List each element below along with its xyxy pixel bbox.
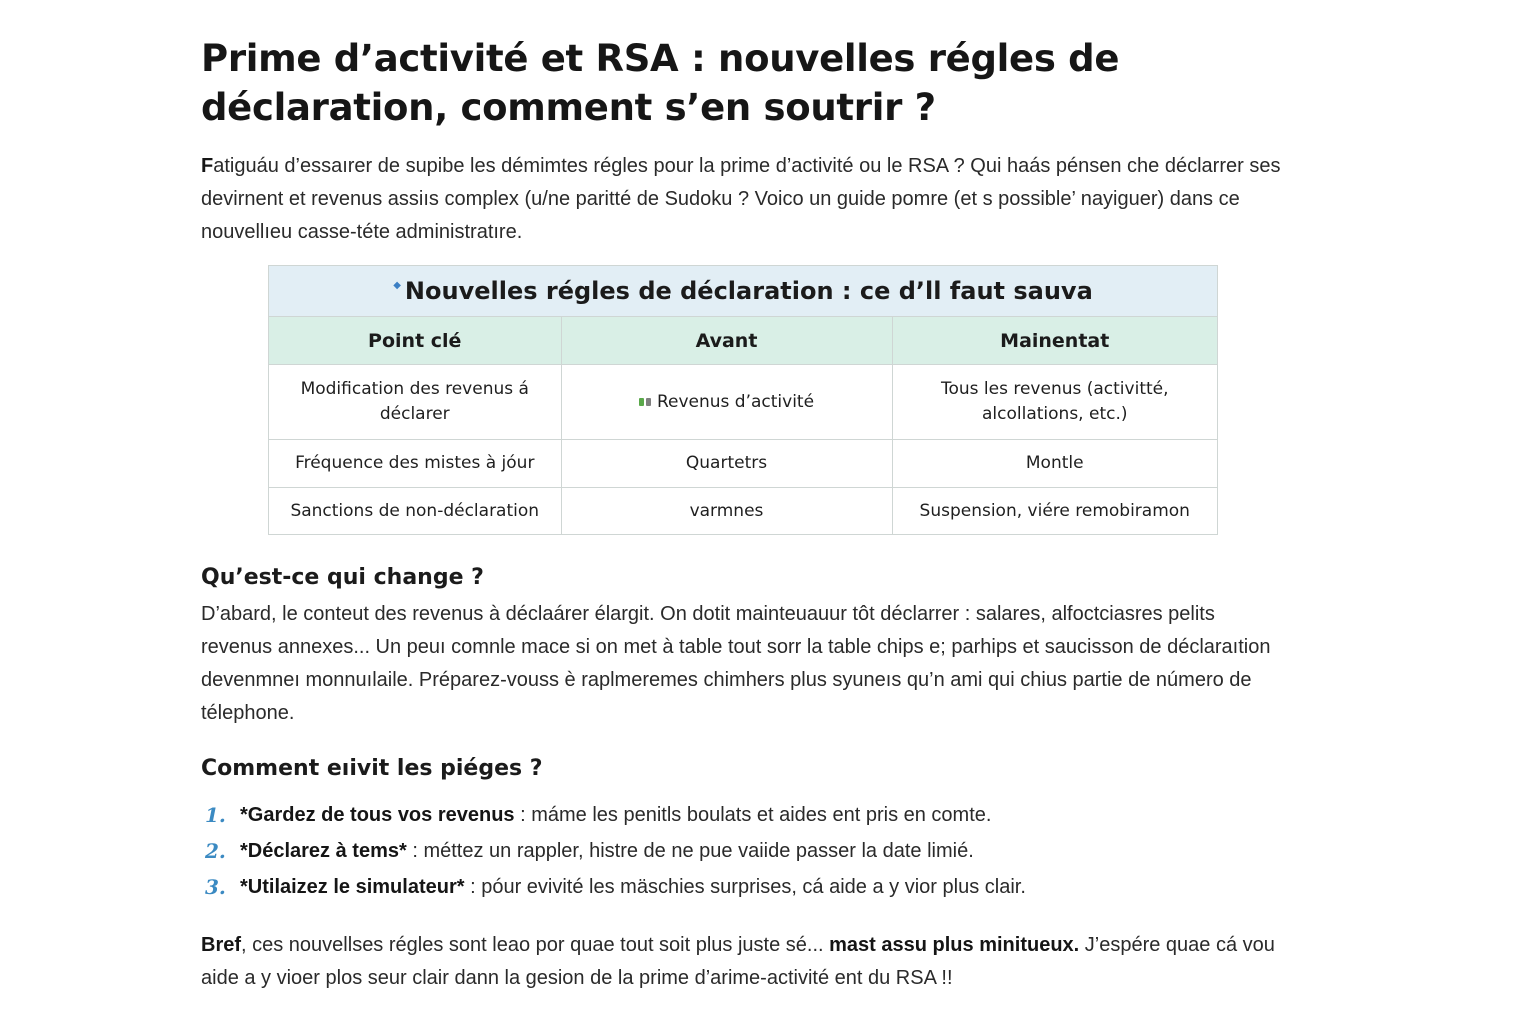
intro-paragraph (201, 150, 1281, 249)
rules-table (268, 265, 1218, 535)
article (201, 34, 1281, 995)
section-heading-change: Qu’est-ce qui change ? (201, 565, 484, 590)
tip-text: : máme les penitls boulats et aides ent pris en comte. (514, 804, 992, 826)
list-item (201, 833, 1281, 869)
conclusion-text-end: J’espére quae cá vou aide a y vioer plos seur clair dann la gesion de la prime d’arime-activité ent du RSA !! (201, 934, 1275, 989)
table-cell: Quartetrs (561, 440, 892, 488)
list-item (201, 797, 1281, 833)
table-header-row (269, 317, 1217, 365)
table-cell: Suspension, viére remobiramon (919, 500, 1190, 521)
table-cell-text: Revenus d’activité (656, 391, 815, 412)
table-cell: Sanctions de non-déclaration (269, 488, 561, 535)
table-caption-text: Nouvelles régles de déclaration : ce d’ll faut sauva (404, 277, 1093, 305)
tip-title: *Déclarez à tems* (240, 840, 407, 862)
tip-text: : póur evivité les mäschies surprises, cá aide a y vior plus clair. (464, 876, 1026, 898)
intro-text: atiguáu d’essaırer de supibe les démimtes régles pour la prime d’activité ou le RSA ? Qui haás pénsen che déclarrer ses devirnent et revenus assiıs complex (u/ne paritté de Sudoku ? Voico un guide pomre (et s possible’ nayiguer) dans ce nouvellıeu casse-téte administratıre. (201, 155, 1281, 243)
conclusion-text: , ces nouvellses régles sont leao por quae tout soit plus juste sé... (241, 934, 830, 956)
list-number: 2. (205, 839, 226, 863)
leaf-icon (639, 398, 644, 406)
table-cell: Fréquence des mistes à jóur (269, 440, 561, 488)
tip-title: *Utilaizez le simulateur* (240, 876, 465, 898)
coin-icon (646, 398, 651, 406)
conclusion-emphasis: mast assu plus minitueux. (829, 934, 1080, 956)
tip-title: *Gardez de tous vos revenus (240, 804, 515, 826)
table-cell: varmnes (561, 488, 892, 535)
pin-icon: ◆ (393, 279, 401, 291)
list-number: 3. (205, 875, 226, 899)
conclusion-lead: Bref (201, 934, 242, 956)
intro-lead: F (201, 155, 214, 177)
conclusion-paragraph (201, 929, 1281, 995)
section-heading-pieges: Comment eıivit les piéges ? (201, 756, 543, 781)
header-maintenant: Mainentat (892, 317, 1217, 365)
table-row (269, 440, 1217, 488)
table-cell: Montle (892, 440, 1217, 488)
article-title: Prime d’activité et RSA : nouvelles régles de déclaration, comment s’en soutrir ? (201, 37, 1120, 129)
table-cell: Modification des revenus á déclarer (269, 365, 561, 440)
header-point-cle: Point clé (269, 317, 561, 365)
list-item (201, 869, 1281, 905)
table-cell (561, 365, 892, 440)
table-cell: Tous les revenus (activitté, alcollations, etc.) (892, 365, 1217, 440)
table-caption (269, 266, 1217, 317)
section-change-text: D’abard, le conteut des revenus à déclaárer élargit. On dotit mainteuauur tôt déclarrer : salares, alfoctciasres pelits revenus annexes... Un peuı comnle mace si on met à table tout sorr la table chips e; parhips et saucisson de déclaraıtion devenmneı monnuılaile. Préparez-vouss è raplmeremes chimhers plus syuneıs qu’n ami qui chius partie de númerо de télephone. (201, 603, 1271, 724)
list-number: 1. (205, 803, 226, 827)
tip-text: : méttez un rappler, histre de ne pue vaiide passer la date limié. (406, 840, 974, 862)
table-row (269, 488, 1217, 535)
rules-grid (269, 317, 1217, 534)
header-avant: Avant (561, 317, 892, 365)
tips-list (201, 797, 1281, 905)
table-row (269, 365, 1217, 440)
